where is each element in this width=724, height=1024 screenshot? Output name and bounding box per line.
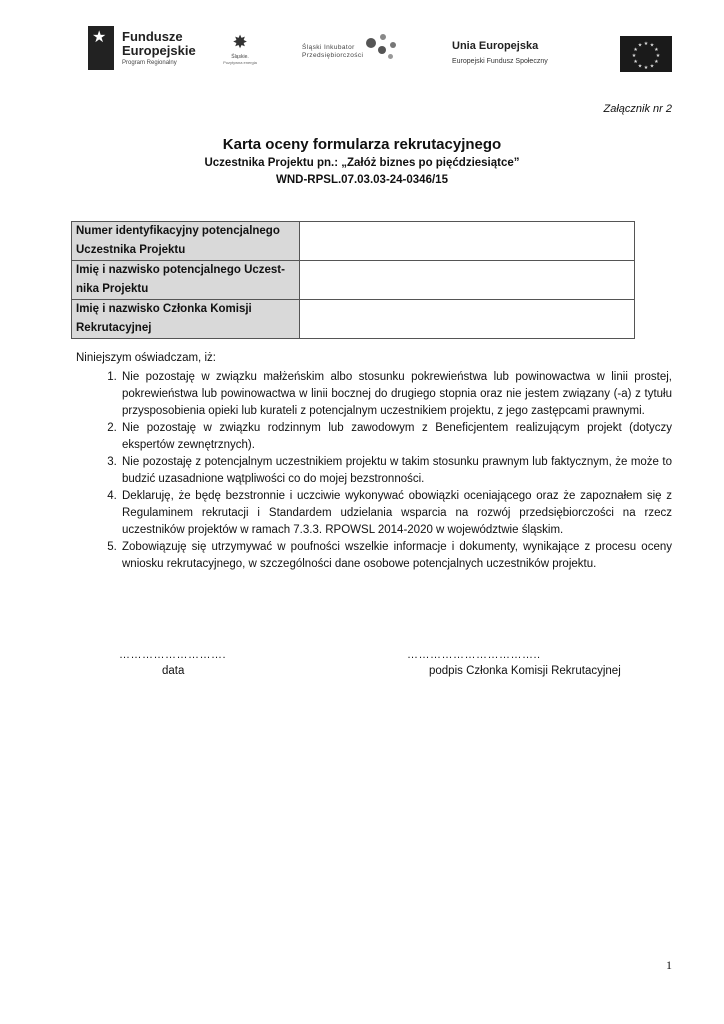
slaskie-mark-icon: ✸ — [232, 32, 248, 52]
svg-text:★: ★ — [654, 47, 659, 53]
attachment-label: Załącznik nr 2 — [603, 103, 672, 115]
fe-flag-icon: ★ — [88, 26, 114, 70]
inkubator-logo — [302, 34, 402, 74]
header-logos — [80, 20, 672, 86]
svg-text:★: ★ — [649, 63, 655, 70]
svg-text:★: ★ — [655, 53, 661, 59]
svg-text:★: ★ — [633, 59, 638, 65]
eu-logo-line1: Unia Europejska — [452, 40, 539, 52]
list-item: 3. Nie pozostaję z potencjalnym uczestnikiem projektu w takim stosunku prawnym lub faktycznym, że może to budzić uzasadnione wątpliwości co do mojej bezstronności. — [120, 454, 672, 488]
fundusze-europejskie-logo — [88, 26, 198, 78]
svg-text:★: ★ — [643, 65, 649, 71]
svg-text:★: ★ — [631, 53, 637, 59]
id-number-field[interactable] — [300, 222, 635, 261]
fe-logo-line3: Program Regionalny — [122, 60, 177, 66]
table-row — [72, 222, 635, 261]
inkubator-logo-text: Śląski Inkubator Przedsiębiorczości — [302, 44, 364, 59]
identification-table — [71, 221, 635, 339]
fe-logo-line2: Europejskie — [122, 43, 196, 58]
commission-member-field[interactable] — [300, 300, 635, 339]
svg-text:★: ★ — [643, 41, 649, 47]
declaration-intro: Niniejszym oświadczam, iż: — [76, 352, 216, 364]
list-item: 4. Deklaruję, że będę bezstronnie i uczciwie wykonywać obowiązki oceniającego oraz że zapoznałem się z Regulaminem rekrutacji i Standardem udzielania wsparcia na rozwój przedsiębiorczości na rzecz uczestników projektów w ramach 7.3.3. RPOWSL 2014-2020 w województwie śląskim. — [120, 488, 672, 539]
document-title: Karta oceny formularza rekrutacyjnego — [222, 136, 502, 153]
project-number: WND-RPSL.07.03.03-24-0346/15 — [276, 174, 448, 186]
list-item: 1. Nie pozostaję w związku małżeńskim albo stosunku pokrewieństwa lub powinowactwa w linii prostej, pokrewieństwa lub powinowactwa w linii bocznej do drugiego stopnia oraz nie jestem związany (-a) z tytułu przysposobienia opieki lub kurateli z potencjalnym uczestnikiem projektu, z jego zastępcami prawnymi. — [120, 369, 672, 420]
eu-flag-icon — [620, 36, 672, 72]
fe-logo-line1: Fundusze — [122, 29, 183, 44]
eu-logo-line2: Europejski Fundusz Społeczny — [452, 58, 548, 65]
slaskie-logo-line1: Śląskie. — [231, 54, 249, 60]
date-line: ………………………. — [119, 649, 227, 661]
svg-text:★: ★ — [654, 59, 659, 65]
declaration-list — [76, 369, 672, 573]
signature-line: …………………………….. — [407, 649, 541, 661]
list-item: 5. Zobowiązuję się utrzymywać w poufności wszelkie informacje i dokumenty, wynikające z procesu oceny wniosku rekrutacyjnego, w szczególności dane osobowe potencjalnych uczestników projektu. — [120, 539, 672, 573]
svg-text:★: ★ — [637, 63, 643, 70]
declaration-section — [76, 350, 672, 573]
unia-europejska-logo — [452, 28, 672, 78]
svg-text:★: ★ — [649, 42, 655, 49]
participant-name-field[interactable] — [300, 261, 635, 300]
signature-label: podpis Członka Komisji Rekrutacyjnej — [429, 665, 621, 677]
slaskie-logo — [220, 30, 260, 78]
inkubator-dots-icon — [366, 34, 400, 64]
svg-text:★: ★ — [633, 47, 638, 53]
document-subtitle: Uczestnika Projektu pn.: „Załóż biznes po pięćdziesiątce” — [204, 157, 520, 169]
id-number-label: Numer identyfikacyjny potencjalnego Uczestnika Projektu — [72, 222, 300, 261]
svg-text:★: ★ — [637, 42, 643, 49]
commission-member-label: Imię i nazwisko Członka Komisji Rekrutacyjnej — [72, 300, 300, 339]
list-item: 2. Nie pozostaję w związku rodzinnym lub zawodowym z Beneficjentem realizującym projekt (dotyczy ekspertów zewnętrznych). — [120, 420, 672, 454]
slaskie-logo-line2: Pozytywna energia — [223, 60, 257, 65]
table-row — [72, 300, 635, 339]
table-row — [72, 261, 635, 300]
date-label: data — [162, 665, 185, 677]
participant-name-label: Imię i nazwisko potencjalnego Uczest-nika Projektu — [72, 261, 300, 300]
page-number: 1 — [666, 958, 672, 972]
